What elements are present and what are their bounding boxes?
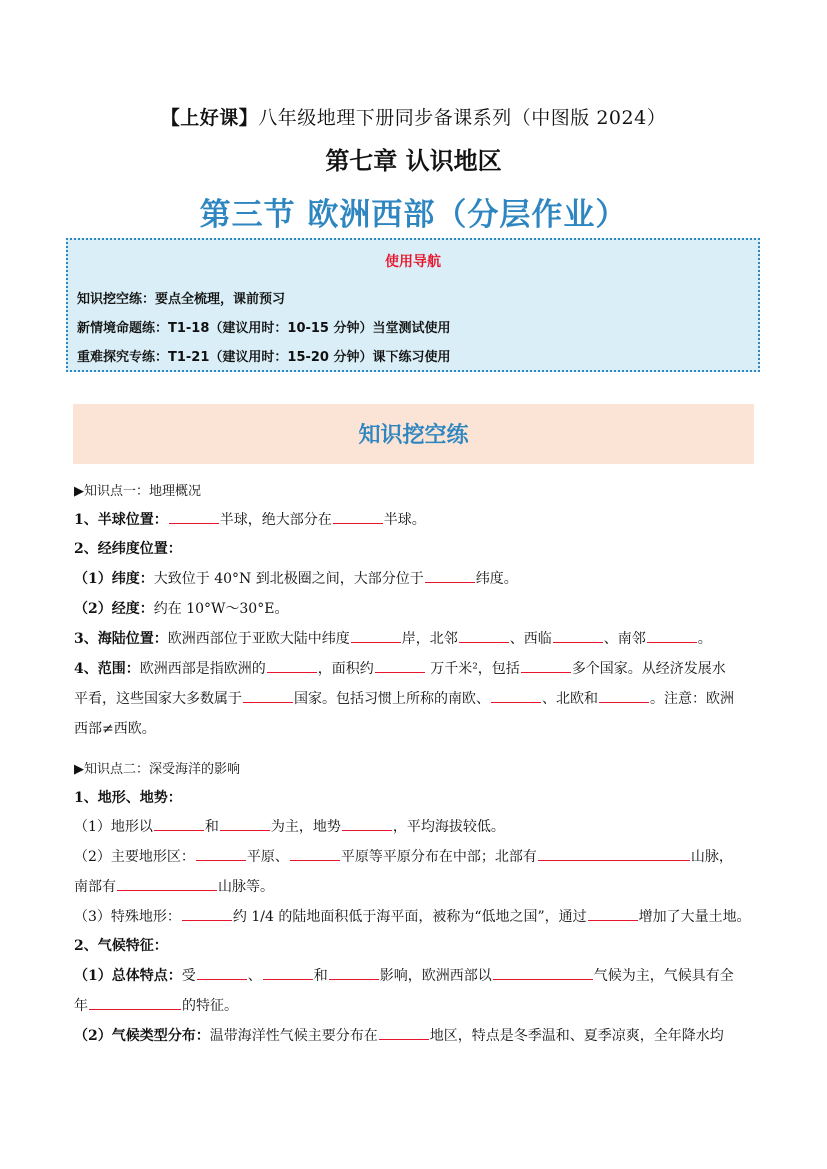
text: 半球。 — [383, 512, 426, 528]
blank[interactable] — [647, 628, 697, 643]
band-title: 知识挖空练 — [358, 423, 469, 448]
guide-line: 重难探究专练：T1-21（建议用时：15-20 分钟）课下练习使用 — [77, 350, 451, 365]
kp1-line — [74, 538, 182, 558]
text: 平原等平原分布在中部；北部有 — [340, 849, 537, 865]
series-text: 八年级地理下册同步备课系列（中图版 2024） — [258, 107, 667, 129]
chapter-title: 第七章 认识地区 — [325, 147, 502, 175]
blank[interactable] — [553, 628, 603, 643]
kp1-line — [74, 509, 426, 529]
blank[interactable] — [351, 628, 401, 643]
kp2-line — [74, 816, 505, 836]
blank[interactable] — [425, 568, 475, 583]
kp2-line — [74, 906, 751, 926]
text: 温带海洋性气候主要分布在 — [209, 1028, 378, 1044]
text: 平原、 — [246, 849, 289, 865]
text: 平看，这些国家大多数属于 — [74, 691, 242, 707]
text: 为主，地势 — [270, 819, 341, 835]
label: 1、半球位置： — [74, 512, 168, 528]
blank[interactable] — [538, 846, 690, 861]
text: （1）地形以 — [74, 819, 153, 835]
text: 、西临 — [509, 631, 552, 647]
text: 。注意：欧洲 — [650, 691, 734, 707]
text: 欧洲西部位于亚欧大陆中纬度 — [167, 631, 350, 647]
text: 约 1/4 的陆地面积低于海平面，被称为“低地之国”，通过 — [232, 909, 587, 925]
text: ，面积约 — [317, 661, 374, 677]
blank[interactable] — [375, 658, 425, 673]
kp2-line — [74, 876, 274, 896]
blank[interactable] — [599, 688, 649, 703]
text: 、北欧和 — [542, 691, 598, 707]
blank[interactable] — [493, 965, 593, 980]
kp2-line — [74, 1025, 724, 1045]
usage-guide-box — [66, 238, 760, 372]
blank[interactable] — [491, 688, 541, 703]
label: 4、范围： — [74, 661, 140, 677]
text: 气候为主，气候具有全 — [593, 968, 734, 984]
blank[interactable] — [588, 906, 638, 921]
blank[interactable] — [333, 509, 383, 524]
blank[interactable] — [89, 995, 181, 1010]
kp2-line — [74, 935, 168, 955]
label: （2）经度： — [74, 601, 154, 617]
guide-line: 新情境命题练：T1-18（建议用时：10-15 分钟）当堂测试使用 — [77, 321, 451, 336]
kp1-line — [74, 718, 156, 738]
text: 约在 10°W～30°E。 — [153, 601, 289, 617]
label: 1、地形、地势： — [74, 790, 182, 806]
text: 纬度。 — [475, 571, 518, 587]
blank[interactable] — [243, 688, 293, 703]
text: 受 — [181, 968, 196, 984]
text: 、 — [247, 968, 262, 984]
section-band — [73, 404, 754, 464]
kp1-line — [74, 628, 712, 648]
blank[interactable] — [342, 816, 392, 831]
text: 国家。包括习惯上所称的南欧、 — [294, 691, 490, 707]
kp1-line — [74, 658, 726, 678]
guide-title: 使用导航 — [385, 254, 441, 270]
kp2-line — [74, 965, 734, 985]
series-bracket: 【上好课】 — [160, 107, 259, 129]
text: 西部≠西欧。 — [74, 721, 156, 737]
guide-line: 知识挖空练：要点全梳理，课前预习 — [77, 292, 286, 307]
blank[interactable] — [196, 846, 246, 861]
blank[interactable] — [290, 846, 340, 861]
kp2-title: ▶知识点二：深受海洋的影响 — [74, 762, 240, 777]
text: 地区，特点是冬季温和、夏季凉爽，全年降水均 — [429, 1028, 724, 1044]
kp2-line — [74, 846, 733, 866]
text: 山脉等。 — [218, 879, 274, 895]
kp2-line — [74, 995, 238, 1015]
text: 影响，欧洲西部以 — [379, 968, 492, 984]
text: （3）特殊地形： — [74, 909, 181, 925]
label: （1）纬度： — [74, 571, 154, 587]
label: 2、经纬度位置： — [74, 541, 182, 557]
kp1-title: ▶知识点一：地理概况 — [74, 484, 201, 499]
blank[interactable] — [263, 965, 313, 980]
text: 南部有 — [74, 879, 116, 895]
blank[interactable] — [379, 1025, 429, 1040]
text: 、南邻 — [603, 631, 646, 647]
text: 和 — [204, 819, 219, 835]
text: 半球，绝大部分在 — [219, 512, 332, 528]
text: 和 — [313, 968, 328, 984]
kp1-line — [74, 688, 734, 708]
text: 年 — [74, 998, 88, 1014]
kp2-line — [74, 787, 182, 807]
text: 增加了大量土地。 — [638, 909, 751, 925]
label: （1）总体特点： — [74, 968, 182, 984]
blank[interactable] — [169, 509, 219, 524]
text: （2）主要地形区： — [74, 849, 195, 865]
blank[interactable] — [329, 965, 379, 980]
label: （2）气候类型分布： — [74, 1028, 210, 1044]
blank[interactable] — [117, 876, 217, 891]
text: 大致位于 40°N 到北极圈之间，大部分位于 — [153, 571, 424, 587]
text: 万千米²，包括 — [425, 661, 520, 677]
text: ，平均海拔较低。 — [392, 819, 505, 835]
text: 的特征。 — [182, 998, 238, 1014]
text: 岸，北邻 — [401, 631, 458, 647]
section-title: 第三节 欧洲西部（分层作业） — [199, 197, 628, 233]
blank[interactable] — [521, 658, 571, 673]
text: 多个国家。从经济发展水 — [571, 661, 726, 677]
text: 。 — [697, 631, 712, 647]
blank[interactable] — [154, 816, 204, 831]
blank[interactable] — [197, 965, 247, 980]
blank[interactable] — [182, 906, 232, 921]
text: 山脉， — [690, 849, 733, 865]
text: 欧洲西部是指欧洲的 — [139, 661, 266, 677]
blank[interactable] — [267, 658, 317, 673]
kp1-line — [74, 568, 518, 588]
series-title — [0, 103, 827, 130]
blank[interactable] — [220, 816, 270, 831]
blank[interactable] — [459, 628, 509, 643]
label: 2、气候特征： — [74, 938, 168, 954]
kp1-line — [74, 598, 288, 618]
label: 3、海陆位置： — [74, 631, 168, 647]
